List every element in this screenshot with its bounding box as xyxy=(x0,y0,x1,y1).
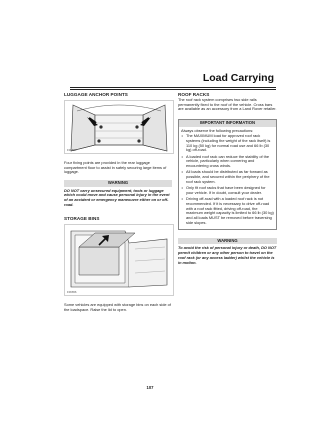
title-rule-upper xyxy=(70,87,276,88)
precaution-item xyxy=(181,197,274,225)
important-information-box xyxy=(178,119,277,230)
luggage-anchor-figure-label: F06654 xyxy=(67,148,77,152)
precaution-item xyxy=(181,134,274,153)
storage-bins-heading: STORAGE BINS xyxy=(64,216,100,222)
storage-bins-figure xyxy=(64,224,174,296)
precaution-text: The MAXIMUM load for approved roof rack systems (including the weight of the rack itself) is 110 kg (50 kg) for normal road use and 66 lb (30 kg) off-road. xyxy=(186,133,271,153)
luggage-anchor-heading: LUGGAGE ANCHOR POINTS xyxy=(64,92,128,97)
bullet-icon: • xyxy=(181,133,183,139)
page-number: 107 xyxy=(146,385,154,390)
luggage-warning-text: DO NOT carry unsecured equipment, tools or luggage which could move and cause personal injury in the event of an accident or emergency maneouvre either on or off-road. xyxy=(64,187,170,207)
precaution-text: Driving off-road with a loaded roof rack is not recommended. If it is necessary to drive off-road with a roof rack fitted, driving off-road, the maximum weight capacity is limited to 66 lb (30 kg) and all loads MUST be removed before traversing side slopes. xyxy=(186,196,274,225)
bullet-icon: • xyxy=(181,153,183,159)
luggage-anchor-figure xyxy=(64,100,174,154)
page-title: Load Carrying xyxy=(202,72,274,84)
left-column xyxy=(64,92,172,313)
roof-racks-heading: ROOF RACKS xyxy=(178,92,210,97)
precaution-item xyxy=(181,170,274,184)
roof-racks-text: The roof rack system comprises two side rails permanently fixed to the roof of the vehicle. Cross bars are available as an accessory from a Land Rover retailer. xyxy=(178,97,277,112)
precaution-text: A loaded roof rack can reduce the stability of the vehicle, particularly when cornering and encountering cross winds. xyxy=(186,153,270,169)
storage-bins-figure-label: F06656 xyxy=(67,290,77,295)
bullet-icon: • xyxy=(181,196,183,202)
anchor-point-front-right xyxy=(137,139,140,142)
bullet-icon: • xyxy=(181,169,183,175)
anchor-point-front-left xyxy=(97,139,100,142)
luggage-compartment-illustration xyxy=(65,101,173,153)
precautions-list xyxy=(179,134,276,229)
title-rule-lower xyxy=(70,89,276,90)
roof-rack-warning-title: WARNING xyxy=(178,238,277,245)
luggage-warning-title: WARNING xyxy=(64,180,172,187)
precaution-text: All loads should be distributed as far forward as possible, and secured within the periphery of the roof rack system. xyxy=(186,169,270,184)
storage-bin-illustration xyxy=(65,225,173,295)
precaution-item xyxy=(181,186,274,195)
precaution-item xyxy=(181,155,274,169)
important-information-title: IMPORTANT INFORMATION xyxy=(179,120,276,127)
bullet-icon: • xyxy=(181,185,183,191)
precaution-text: Only fit roof racks that have been designed for your vehicle. If in doubt, consult your dealer. xyxy=(186,185,266,195)
important-information-intro: Always observe the following precautions: xyxy=(181,127,254,133)
roof-rack-warning-text: To avoid the risk of personal injury or death, DO NOT permit children or any other person to travel on the roof rack (or any access ladder) whilst the vehicle is in motion. xyxy=(178,245,277,265)
right-column xyxy=(178,92,277,265)
luggage-anchor-text: Four fixing points are provided in the rear luggage compartment floor to assist in safely securing large items of luggage. xyxy=(64,160,167,175)
storage-bins-text: Some vehicles are equipped with storage bins on each side of the loadspace. Raise the lid to open. xyxy=(64,302,171,313)
